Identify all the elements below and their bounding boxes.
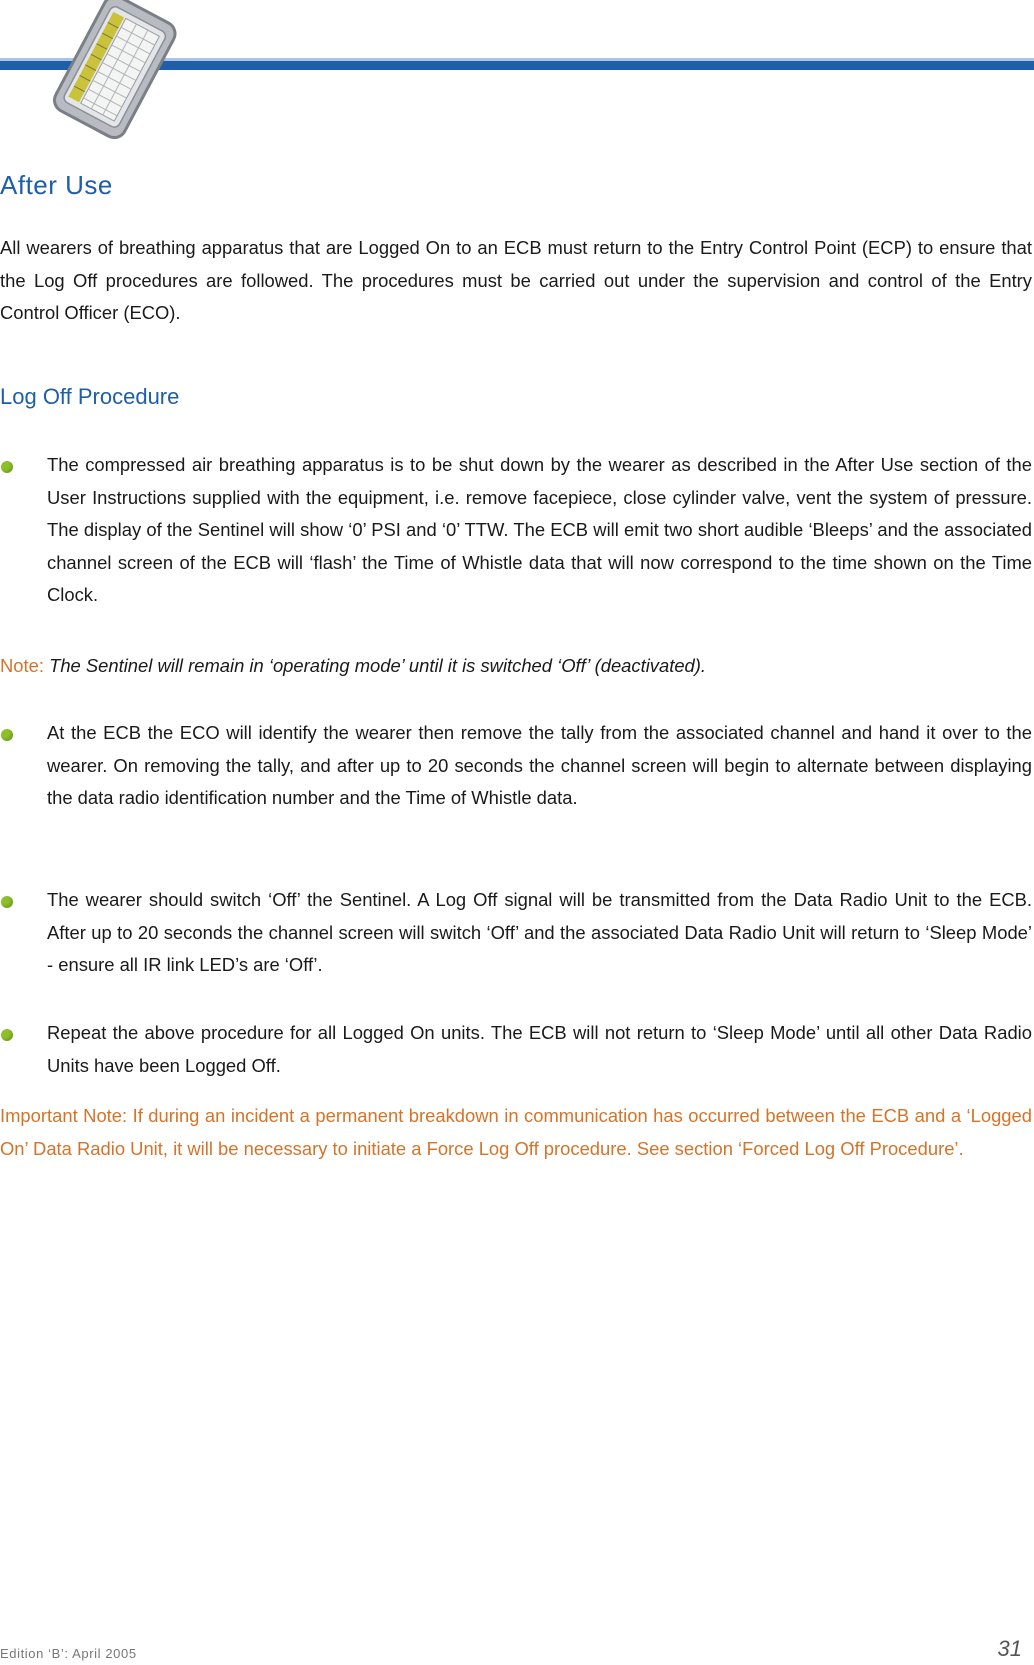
note (0, 650, 706, 683)
bullet-icon (1, 1029, 13, 1041)
section-title: After Use (0, 170, 113, 200)
edition-footer: Edition ‘B’: April 2005 (0, 1646, 137, 1661)
list-item-text: The wearer should switch ‘Off’ the Sentinel. A Log Off signal will be transmitted from the Data Radio Unit to the ECB. After up to 20 seconds the channel screen will switch ‘Off’ and the associated Data Radio Unit will return to ‘Sleep Mode’ - ensure all IR link LED’s are ‘Off’. (47, 889, 1032, 975)
list-item-text: The compressed air breathing apparatus is to be shut down by the wearer as described in the After Use section of the User Instructions supplied with the equipment, i.e. remove facepiece, close cylinder valve, vent the system of pressure. The display of the Sentinel will show ‘0’ PSI and ‘0’ TTW. The ECB will emit two short audible ‘Bleeps’ and the associated channel screen of the ECB will ‘flash’ the Time of Whistle data that will now correspond to the time shown on the Time Clock. (47, 454, 1032, 605)
log-off-procedure-heading: Log Off Procedure (0, 384, 180, 409)
handheld-tally-board-icon (46, 0, 186, 142)
list-item-text: Repeat the above procedure for all Logged On units. The ECB will not return to ‘Sleep Mode’ until all other Data Radio Units have been Logged Off. (47, 1022, 1032, 1076)
bullet-icon (1, 461, 13, 473)
note-label: Note: (0, 655, 44, 676)
important-note: Important Note: If during an incident a permanent breakdown in communication has occurred between the ECB and a ‘Logged On’ Data Radio Unit, it will be necessary to initiate a Force Log Off procedure. See section ‘Forced Log Off Procedure’. (0, 1105, 1032, 1159)
list-item-text: At the ECB the ECO will identify the wearer then remove the tally from the associated channel and hand it over to the wearer. On removing the tally, and after up to 20 seconds the channel screen will begin to alternate between displaying the data radio identification number and the Time of Whistle data. (47, 722, 1032, 808)
note-text: The Sentinel will remain in ‘operating mode’ until it is switched ‘Off’ (deactivated). (49, 655, 707, 676)
bullet-icon (1, 896, 13, 908)
page-number: 31 (997, 1636, 1022, 1661)
intro-paragraph: All wearers of breathing apparatus that are Logged On to an ECB must return to the Entry Control Point (ECP) to ensure that the Log Off procedures are followed. The procedures must be carried out under the supervision and control of the Entry Control Officer (ECO). (0, 237, 1032, 323)
bullet-icon (1, 729, 13, 741)
